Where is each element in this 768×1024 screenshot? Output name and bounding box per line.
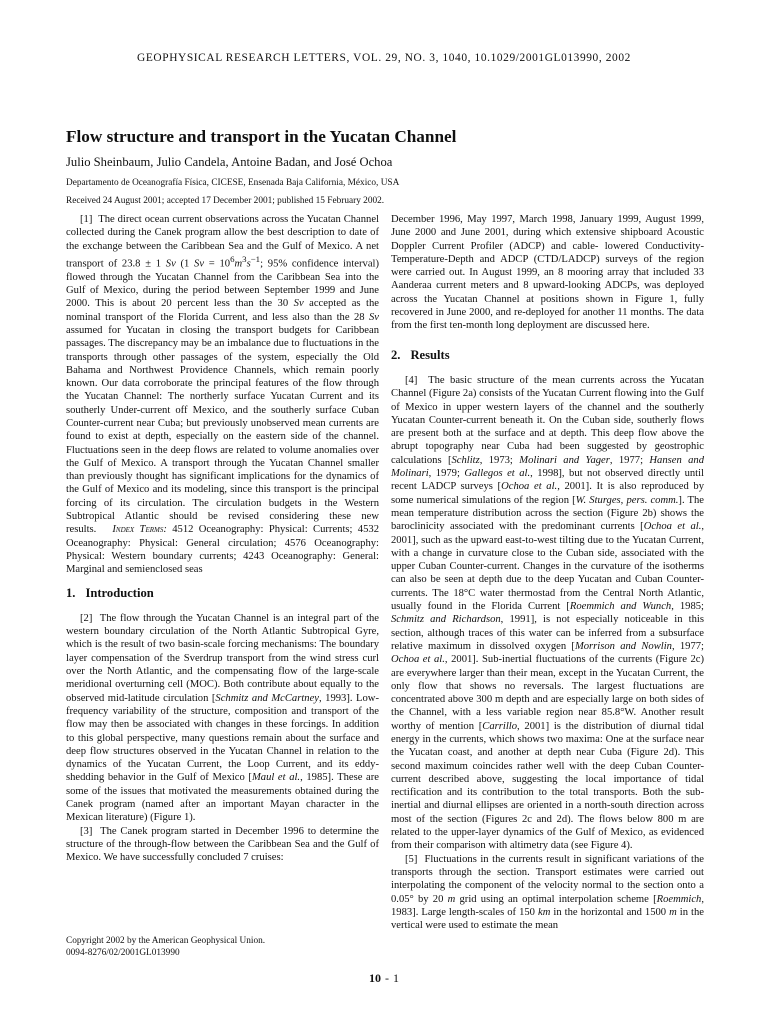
section-heading-results: 2. Results <box>391 347 450 362</box>
results-paragraph-5: [5] Fluctuations in the currents result in significant variations of the transports through the section. Transport estimates were carried out interpolating the component of the velocity normal to the section onto a 0.05° by 20 m grid using an optimal interpolation scheme [Roemmich, 1983]. Large length-scales of 150 km in the horizontal and 1500 m in the vertical were used to estimate the mean <box>391 853 704 932</box>
copyright-notice: Copyright 2002 by the American Geophysical Union. 0094-8276/02/2001GL013990 <box>66 936 266 958</box>
results-paragraph-4: [4] The basic structure of the mean currents across the Yucatan Channel (Figure 2a) consists of the Yucatan Current flowing into the Gulf of Mexico in upper western layers of the channel and the southerly Yucatan Counter-current beneath it. On the Cuban side, southerly flows are present both at the surface and at depth. This deep flow above the abrupt topography near Cuba had been suggested by geostrophic calculations [Schlitz, 1973; Molinari and Yager, 1977; Hansen and Molinari, 1979; Gallegos et al., 1998], but not observed directly until recent LADCP surveys [Ochoa et al., 2001]. It is also reproduced by some numerical simulations of the region [W. Sturges, pers. comm.]. The mean temperature distribution across the section (Figure 2b) shows the baroclinicity associated with the predominant currents [Ochoa et al., 2001], such as the upward east-to-west tilting due to the Yucatan Current, with a change in curvature close to the Cuban side, associated with the upper Cuban Counter-current. Changes in the curvature of the isotherms can also be seen at depth due to the deep Yucatan and Cuban Counter-currents. The 18°C water thermostad from the Central North Atlantic, usually found in the Florida Current [Roemmich and Wunch, 1985; Schmitz and Richardson, 1991], is not especially noticeable in this section, although traces of this water can be inferred from a subsurface relative maximum in dissolved oxygen [Morrison and Nowlin, 1977; Ochoa et al., 2001]. Sub-inertial fluctuations of the currents (Figure 2c) are everywhere larger than their mean, except in the Yucatan Current, the only flow that shows no reversals. The largest fluctuations are concentrated above 300 m depth and are especially large on both sides of the Channel, with a less variable region near 85.8°W. Another result worthy of mention [Carrillo, 2001] is the distribution of diurnal tidal energy in the currents, which shows two maxima: One at the surface near the Yucatan coast, and another at depth near Cuba (Figure 2d). This second maximum coincides rather well with the deep Cuban Counter-current described above, suggesting the local importance of tidal rectification and its contribution to the total transports. Both the sub-inertial and diurnal ellipses are oriented in a north-south direction across most of the section (Figures 2c and 2d). The flows below 800 m are related to the upper-layer dynamics of the Gulf of Mexico, as evidenced from their comparison with altimetry data (see Figure 4). <box>391 374 705 852</box>
running-head: GEOPHYSICAL RESEARCH LETTERS, VOL. 29, NO. 3, 1040, 10.1029/2001GL013990, 2002 <box>137 52 631 64</box>
section-heading-introduction: 1. Introduction <box>66 585 154 600</box>
publication-dates: Received 24 August 2001; accepted 17 December 2001; published 15 February 2002. <box>66 196 385 206</box>
article-title: Flow structure and transport in the Yucatan Channel <box>66 127 457 146</box>
author-affiliation: Departamento de Oceanografía Física, CICESE, Ensenada Baja California, México, USA <box>66 178 400 188</box>
abstract-paragraph: [1] The direct ocean current observations across the Yucatan Channel collected during the Canek program allow the best description to date of the exchange between the Caribbean Sea and the Gulf of Mexico. A net transport of 23.8 ± 1 Sv (1 $Sv = 10^6m^3s^{-1}$; 95% confidence interval) flowed through the Yucatan Channel from the Caribbean Sea into the Gulf of Mexico, during the period between September 1999 and June 2000. This is about 20 percent less than the 30 Sv accepted as the nominal transport of the Florida Current, and less also than the 28 Sv assumed for Yucatan in closing the transport budgets for Caribbean passages. The discrepancy may be an imbalance due to fluctuations in the transports through other passages of the system, especially the Old Bahama and Northwest Providence Channels, which remain poorly known. Our data corroborate the principal features of the flow through the Yucatan Channel: The northerly surface Yucatan Current and its southerly Under-current off Mexico, and the southerly surface Cuban Counter-current near Cuba; but previously unobserved mean currents are found to exist at depth, especially on the eastern side of the channel. Fluctuations seen in the deep flows are related to volume anomalies over the Gulf of Mexico. A transport through the Yucatan Channel smaller than previously thought has significant implications for the dynamics of the Gulf of Mexico and its modeling, since this transport is the principal forcing of its circulation. The circulation budgets in the Western Subtropical Atlantic should be revised considering these new results. Index Terms: 4512 Oceanography: Physical: Currents; 4532 Oceanography: Physical: General circulation; 4576 Oceanography: Physical: Western boundary currents; 4243 Oceanography: General: Marginal and semienclosed seas <box>66 214 379 576</box>
intro-paragraph-2: [2] The flow through the Yucatan Channel is an integral part of the western boundary circulation of the North Atlantic Subtropical Gyre, which is the result of two basin-scale forcing mechanisms: The boundary layer compensation of the Sverdrup transport from the wind stress curl over the North Atlantic, and the compensating flow of the large-scale meridional overturning cell (MOC). Both contribute about equally to the observed mid-latitude circulation [Schmitz and McCartney, 1993]. Low-frequency variability of the structure, composition and transport of the flow may then be associated with changes in these forcings. In addition to this global perspective, many questions remain about the surface and deep flow structures observed in the Yucatan Channel in relation to the dynamics of the Yucatan Current, the Loop Current, and its eddy-shedding behavior in the Gulf of Mexico [Maul et al., 1985]. These are some of the issues that motivated the measurements obtained during the Canek program (named after an important Mayan character in the Mexican literature) (Figure 1). <box>66 612 380 824</box>
intro-paragraph-3: [3] The Canek program started in December 1996 to determine the structure of the through-flow between the Caribbean Sea and the Gulf of Mexico. We have successfully concluded 7 cruises: <box>66 825 380 864</box>
right-column <box>391 213 704 932</box>
index-terms: 4512 Oceanography: Physical: Currents; 4532 Oceanography: Physical: General circulation; 4576 Oceanography: Physical: Western boundary currents; 4243 Oceanography: General: Marginal and semienclosed seas <box>66 524 379 576</box>
index-terms-label: Index Terms: <box>112 524 167 536</box>
page-number: 10 - 1 <box>369 971 399 985</box>
intro-paragraph-3-continued: December 1996, May 1997, March 1998, January 1999, August 1999, June 2000 and June 2001, during which extensive shipboard Acoustic Doppler Current Profiler (ADCP) and cable- lowered Conductivity-Temperature-Depth and ADCP (CTD/LADCP) surveys of the region were carried out. In August 1999, an 8 mooring array that included 33 Aanderaa current meters and 8 upward-looking ADCPs, was deployed across the Yucatan Channel at positions shown in Figure 1, fully recovered in June 2000, and re-deployed for another 11 months. The data from the first ten-month long deployment are discussed here. <box>391 214 704 332</box>
left-column <box>66 213 379 864</box>
paragraph-marker: [1] <box>80 214 93 225</box>
author-list: Julio Sheinbaum, Julio Candela, Antoine Badan, and José Ochoa <box>66 155 393 169</box>
